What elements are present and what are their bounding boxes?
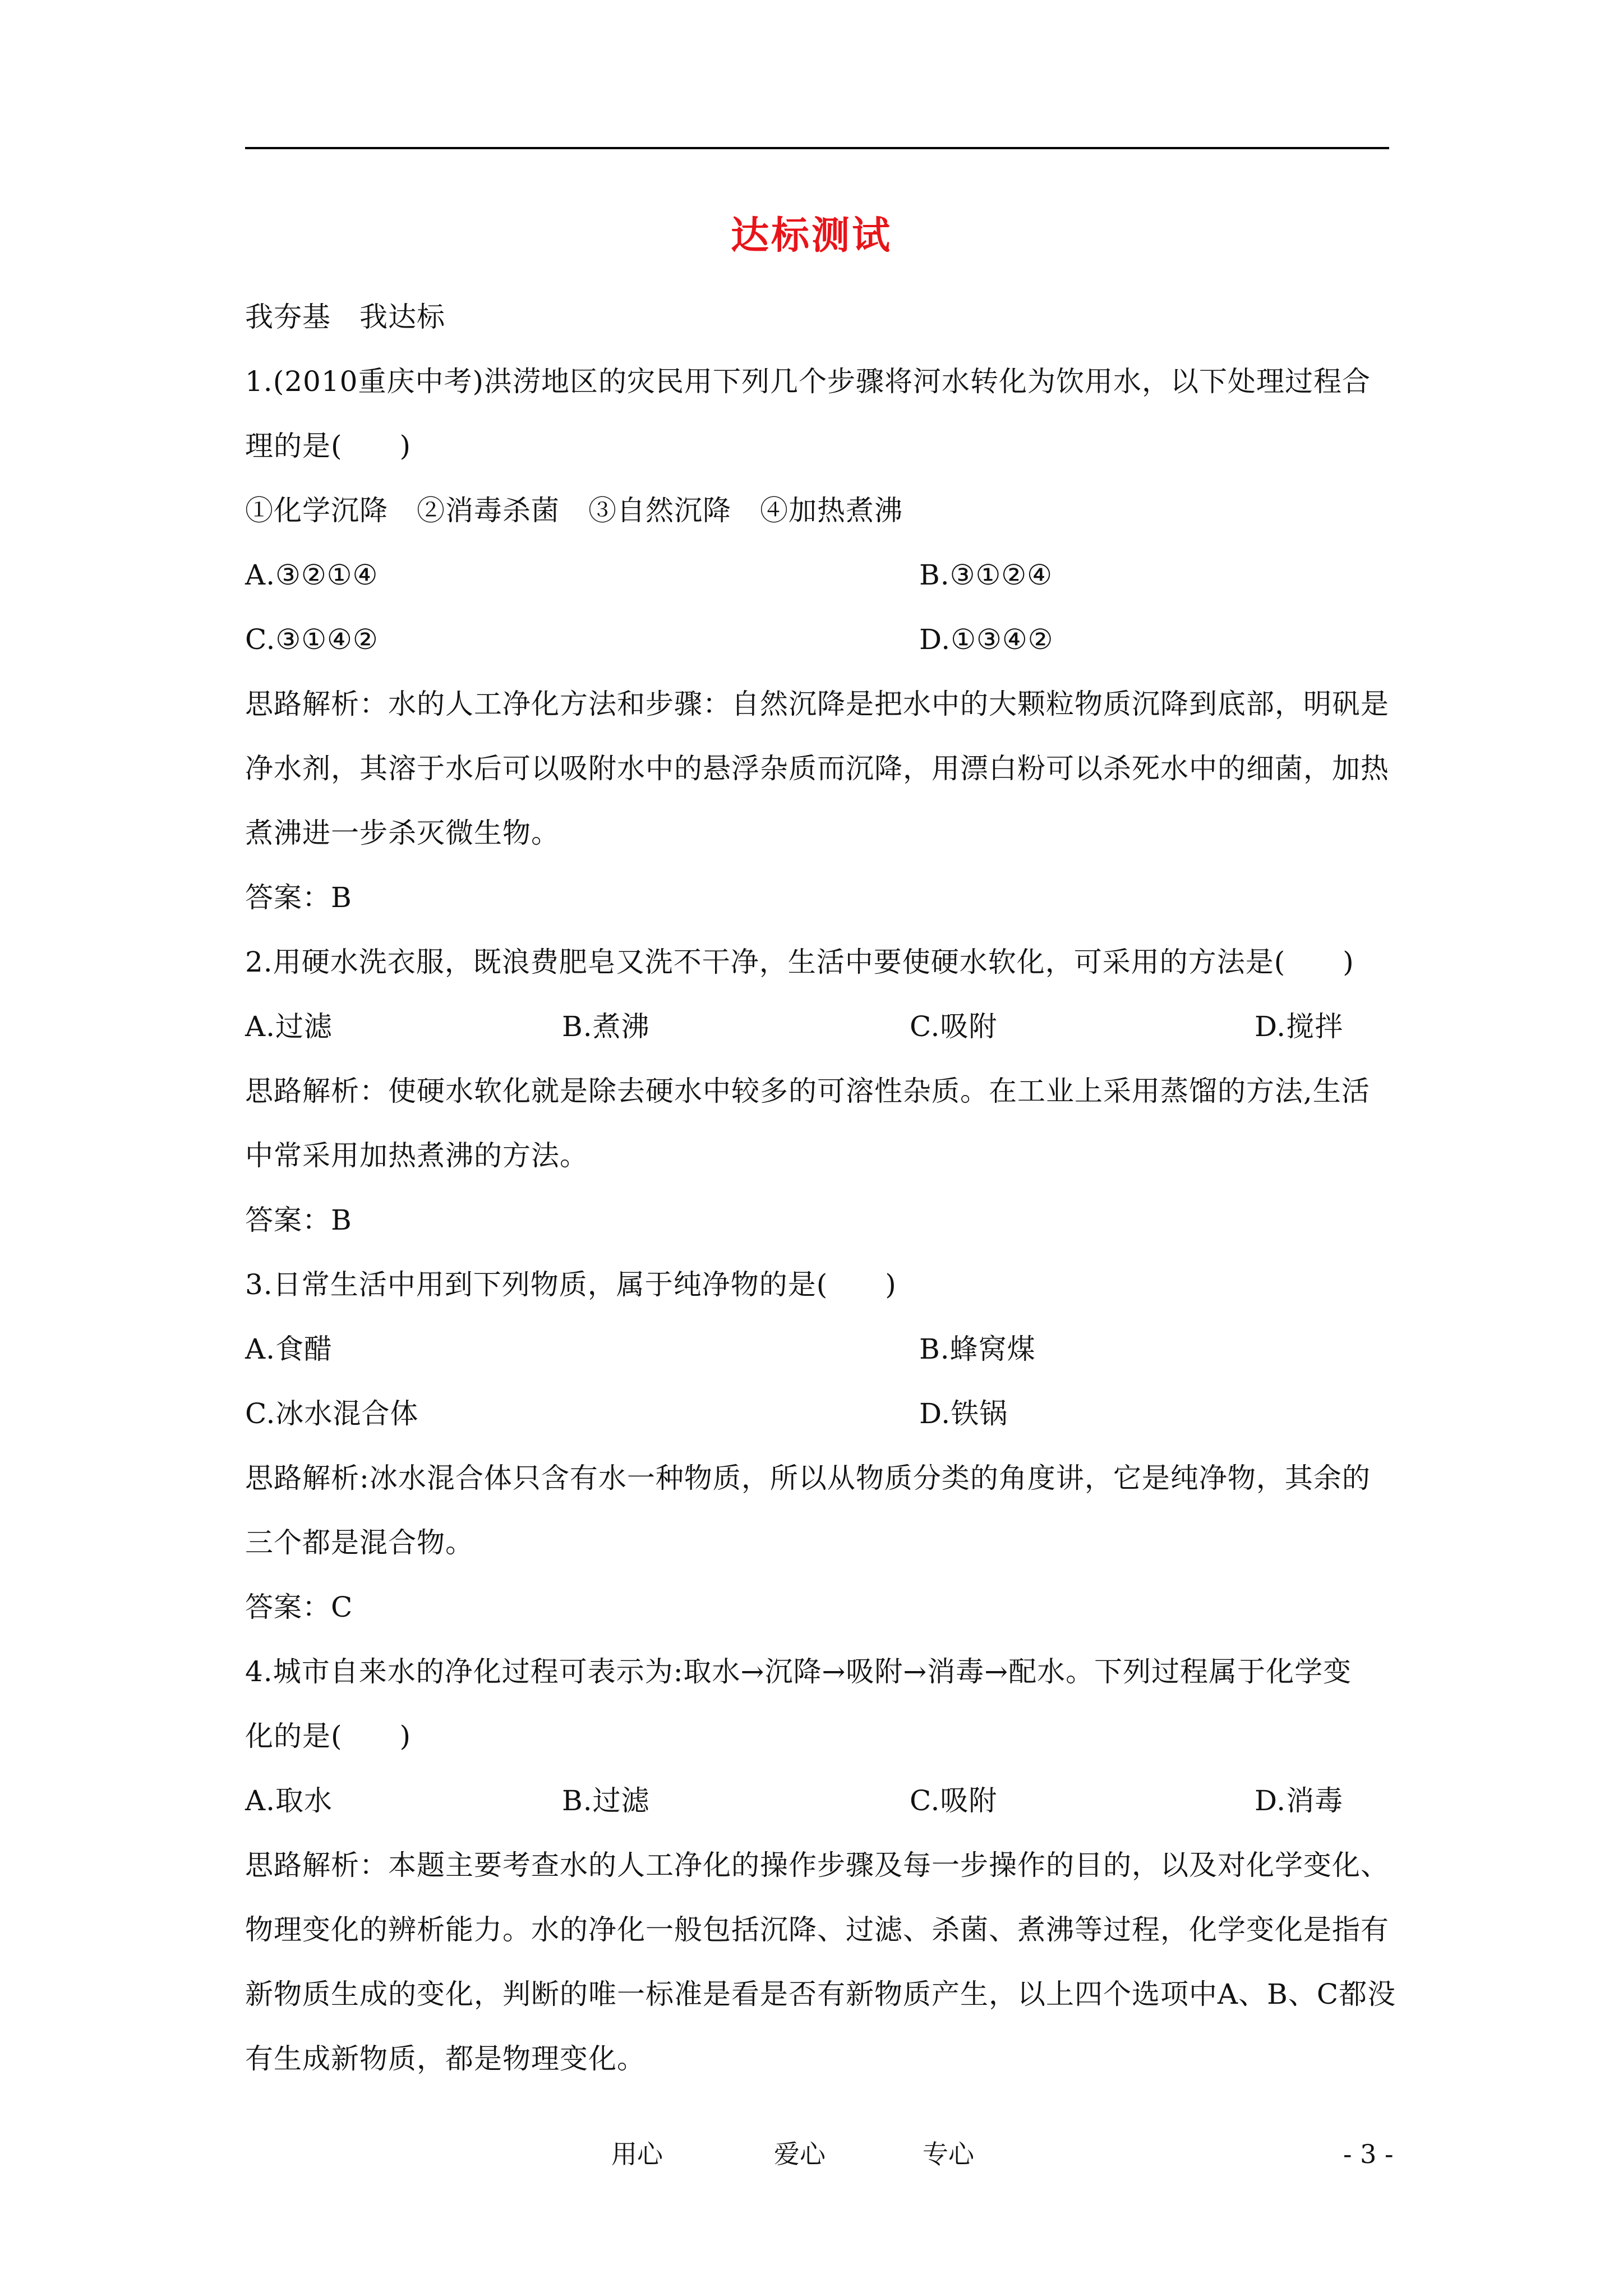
- option-c: C.吸附: [910, 1784, 998, 1817]
- question-3-stem: 3.日常生活中用到下列物质，属于纯净物的是( ): [245, 1268, 897, 1301]
- section-heading: 我夯基 我达标: [245, 301, 445, 333]
- page-title: 达标测试: [730, 213, 892, 258]
- option-b: B.煮沸: [562, 1010, 650, 1043]
- question-1-stem: 1.(2010重庆中考)洪涝地区的灾民用下列几个步骤将河水转化为饮用水，以下处理过程合: [245, 365, 1371, 398]
- question-1-stem-cont: 理的是( ): [245, 430, 412, 462]
- question-2-analysis: 思路解析：使硬水软化就是除去硬水中较多的可溶性杂质。在工业上采用蒸馏的方法,生活: [245, 1075, 1370, 1107]
- question-4-stem-cont: 化的是( ): [245, 1720, 412, 1752]
- option-a: A.过滤: [245, 1010, 333, 1043]
- question-4-options: [245, 1769, 1389, 1833]
- footer-motto-1: 用心: [611, 2139, 663, 2169]
- question-3-options-row-2: [245, 1382, 1389, 1446]
- option-d: D.①③④②: [919, 623, 1054, 656]
- question-3-answer: 答案：C: [245, 1591, 353, 1623]
- page-number: - 3 -: [1343, 2139, 1394, 2169]
- option-b: B.③①②④: [919, 559, 1053, 591]
- question-3-options-row-1: [245, 1317, 1389, 1382]
- question-1-steps: ①化学沉降 ②消毒杀菌 ③自然沉降 ④加热煮沸: [245, 494, 903, 527]
- option-a: A.取水: [245, 1784, 333, 1817]
- question-4-stem: 4.城市自来水的净化过程可表示为:取水→沉降→吸附→消毒→配水。下列过程属于化学变: [245, 1655, 1352, 1688]
- option-b: B.蜂窝煤: [919, 1333, 1036, 1365]
- header-rule: [245, 147, 1389, 149]
- footer-motto-2: 爱心: [774, 2139, 826, 2169]
- question-1-options-row-1: [245, 543, 1389, 608]
- question-3-analysis-cont: 三个都是混合物。: [245, 1526, 474, 1559]
- question-4-analysis-cont: 有生成新物质，都是物理变化。: [245, 2042, 645, 2075]
- option-c: C.冰水混合体: [245, 1397, 419, 1430]
- option-d: D.消毒: [1255, 1784, 1344, 1817]
- question-1-options-row-2: [245, 608, 1389, 672]
- question-2-stem: 2.用硬水洗衣服，既浪费肥皂又洗不干净，生活中要使硬水软化，可采用的方法是( ): [245, 946, 1354, 978]
- question-3-analysis: 思路解析:冰水混合体只含有水一种物质，所以从物质分类的角度讲，它是纯净物，其余的: [245, 1462, 1371, 1494]
- question-4-analysis: 思路解析：本题主要考查水的人工净化的操作步骤及每一步操作的目的，以及对化学变化、: [245, 1849, 1389, 1881]
- option-a: A.③②①④: [245, 559, 379, 591]
- question-2-analysis-cont: 中常采用加热煮沸的方法。: [245, 1139, 588, 1172]
- option-d: D.搅拌: [1255, 1010, 1344, 1043]
- option-d: D.铁锅: [919, 1397, 1008, 1430]
- question-2-options: [245, 995, 1389, 1059]
- question-1-analysis-cont: 净水剂，其溶于水后可以吸附水中的悬浮杂质而沉降，用漂白粉可以杀死水中的细菌，加热: [245, 752, 1389, 785]
- option-a: A.食醋: [245, 1333, 333, 1365]
- page-footer: [0, 2132, 1623, 2177]
- footer-motto-3: 专心: [923, 2139, 974, 2169]
- option-c: C.吸附: [910, 1010, 998, 1043]
- question-1-analysis-cont: 煮沸进一步杀灭微生物。: [245, 817, 560, 849]
- question-4-analysis-cont: 新物质生成的变化，判断的唯一标准是看是否有新物质产生，以上四个选项中A、B、C都没: [245, 1978, 1396, 2010]
- question-4-analysis-cont: 物理变化的辨析能力。水的净化一般包括沉降、过滤、杀菌、煮沸等过程，化学变化是指有: [245, 1913, 1389, 1946]
- question-1-answer: 答案：B: [245, 881, 352, 914]
- question-2-answer: 答案：B: [245, 1204, 352, 1236]
- content-body: [245, 285, 1396, 2091]
- option-c: C.③①④②: [245, 623, 379, 656]
- option-b: B.过滤: [562, 1784, 650, 1817]
- question-1-analysis: 思路解析：水的人工净化方法和步骤：自然沉降是把水中的大颗粒物质沉降到底部，明矾是: [245, 688, 1389, 720]
